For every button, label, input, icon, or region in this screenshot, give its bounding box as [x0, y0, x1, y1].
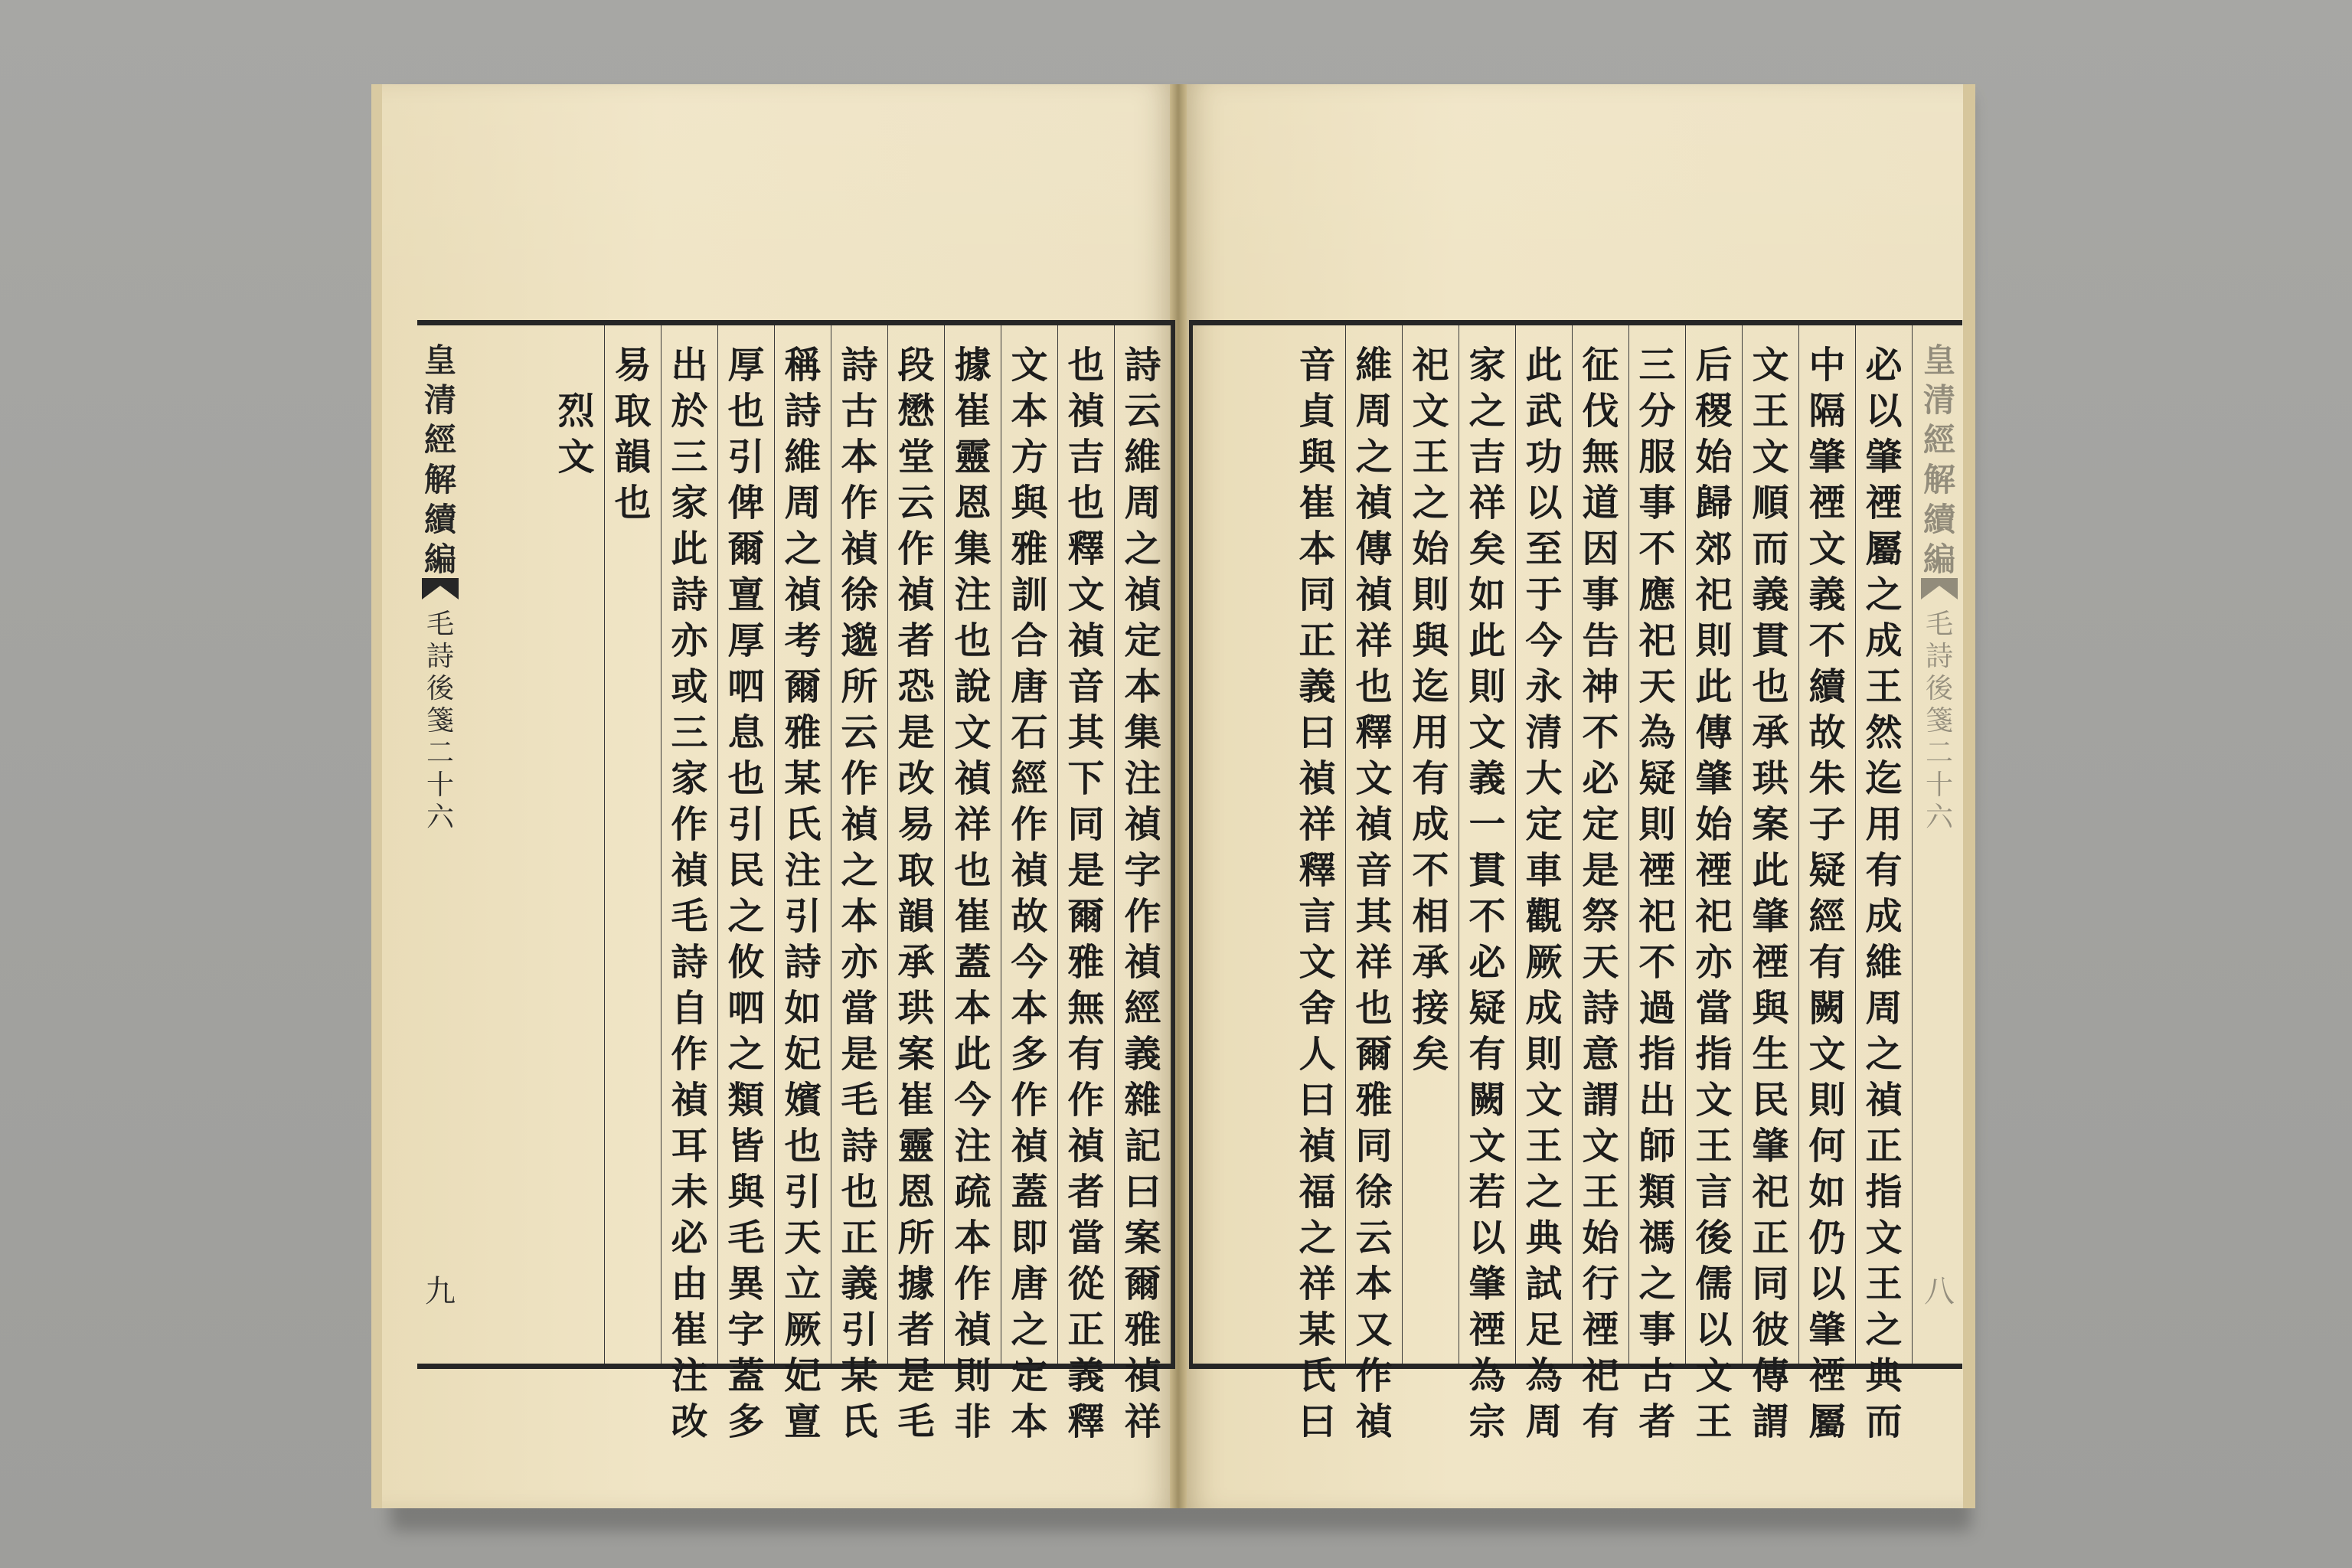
column-text: 中 隔 肇 禋 文 義 不 續 故 朱 子 疑 經 有 闕 文 則 何 如 仍 以 肇 禋 屬	[1808, 344, 1846, 1443]
text-column	[1289, 325, 1346, 1443]
left-page-margin	[382, 84, 1175, 314]
left-text-frame	[417, 320, 1175, 1443]
column-text: 稱 詩 維 周 之 禎 考 爾 雅 某 氏 注 引 詩 如 妃 嬪 也 引 天 立 厥 妃 亶	[784, 344, 822, 1443]
folio-number-left: 九	[425, 1274, 456, 1309]
column-text: 征 伐 無 道 因 事 告 神 不 必 定 是 祭 天 詩 意 謂 文 王 始 行 禋 祀 有	[1582, 344, 1619, 1443]
book-title-left: 皇 清 經 解 續 編	[423, 341, 456, 578]
text-column	[1629, 325, 1686, 1443]
column-text: 也 禎 吉 也 釋 文 禎 音 其 下 同 是 爾 雅 無 有 作 禎 者 當 從 正 義 釋	[1067, 344, 1105, 1443]
text-column	[1856, 325, 1913, 1443]
text-column	[1516, 325, 1573, 1443]
column-text: 祀 文 王 之 始 則 與 迄 用 有 成 不 相 承 接 矣	[1412, 344, 1449, 1076]
right-page-margin	[1183, 84, 1963, 314]
section-label-left: 毛 詩 後 箋 二 十 六	[426, 609, 454, 833]
column-text: 詩 云 維 周 之 禎 定 本 集 注 禎 字 作 禎 經 義 雜 記 曰 案 爾 雅 禎 祥	[1124, 344, 1161, 1443]
right-spine-column	[1916, 325, 1962, 1364]
fishtail-mark-icon	[422, 578, 459, 599]
column-text: 烈 文	[557, 390, 595, 479]
column-text: 據 崔 靈 恩 集 注 也 說 文 禎 祥 也 崔 蓋 本 此 今 注 疏 本 作 禎 則 非	[954, 344, 991, 1443]
column-text: 段 懋 堂 云 作 禎 者 恐 是 改 易 取 韻 承 珙 案 崔 靈 恩 所 據 者 是 毛	[897, 344, 935, 1443]
text-column	[1743, 325, 1799, 1443]
text-column	[1459, 325, 1516, 1443]
column-text: 家 之 吉 祥 矣 如 此 則 文 義 一 貫 不 必 疑 有 闕 文 若 以 肇 禋 為 宗	[1468, 344, 1506, 1443]
fishtail-mark-icon	[1921, 578, 1958, 599]
folio-number-right: 八	[1924, 1274, 1955, 1309]
text-column	[831, 325, 888, 1443]
column-text: 必 以 肇 禋 屬 之 成 王 然 迄 用 有 成 維 周 之 禎 正 指 文 王 之 典 而	[1865, 344, 1903, 1443]
text-column	[1001, 325, 1058, 1443]
text-column	[775, 325, 831, 1443]
text-column	[1346, 325, 1403, 1443]
text-column	[605, 325, 662, 1364]
column-text: 易 取 韻 也	[614, 344, 652, 524]
column-text: 三 分 服 事 不 應 祀 天 為 疑 則 禋 祀 不 過 指 出 師 類 禡 之 事 古 者	[1638, 344, 1676, 1443]
column-text: 出 於 三 家 此 詩 亦 或 三 家 作 禎 毛 詩 自 作 禎 耳 未 必 由 崔 注 改	[671, 344, 708, 1443]
book-title-right: 皇 清 經 解 續 編	[1922, 341, 1955, 578]
text-column	[1058, 325, 1115, 1443]
text-column	[888, 325, 945, 1443]
text-column	[1403, 325, 1459, 1364]
right-text-frame	[1189, 320, 1962, 1443]
text-column	[548, 325, 605, 1364]
column-text: 文 王 文 順 而 義 貫 也 承 珙 案 此 肇 禋 與 生 民 肇 祀 正 同 彼 傳 謂	[1752, 344, 1789, 1443]
column-text: 厚 也 引 俾 爾 亶 厚 呬 息 也 引 民 之 攸 呬 之 類 皆 與 毛 異 字 蓋 多	[727, 344, 765, 1443]
text-column	[1573, 325, 1629, 1443]
text-column	[945, 325, 1001, 1443]
column-text: 詩 古 本 作 禎 徐 邈 所 云 作 禎 之 本 亦 當 是 毛 詩 也 正 義 引 某 氏	[841, 344, 878, 1443]
text-column	[662, 325, 718, 1443]
left-spine-column	[417, 325, 463, 1364]
column-text: 文 本 方 與 雅 訓 合 唐 石 經 作 禎 故 今 本 多 作 禎 蓋 即 唐 之 定 本	[1011, 344, 1048, 1443]
text-column	[1686, 325, 1743, 1443]
column-text: 此 武 功 以 至 于 今 永 清 大 定 車 觀 厥 成 則 文 王 之 典 試 足 為 周	[1525, 344, 1563, 1443]
text-column	[718, 325, 775, 1443]
text-column	[1799, 325, 1856, 1443]
column-text: 維 周 之 禎 傳 禎 祥 也 釋 文 禎 音 其 祥 也 爾 雅 同 徐 云 本 又 作 禎	[1355, 344, 1393, 1443]
text-column	[1115, 325, 1171, 1443]
column-text: 音 貞 與 崔 本 同 正 義 曰 禎 祥 釋 言 文 舍 人 曰 禎 福 之 祥 某 氏 曰	[1298, 344, 1336, 1443]
column-text: 后 稷 始 歸 郊 祀 則 此 傳 肇 始 禋 祀 亦 當 指 文 王 言 後 儒 以 文 王	[1695, 344, 1733, 1443]
section-label-right: 毛 詩 後 箋 二 十 六	[1925, 609, 1953, 833]
